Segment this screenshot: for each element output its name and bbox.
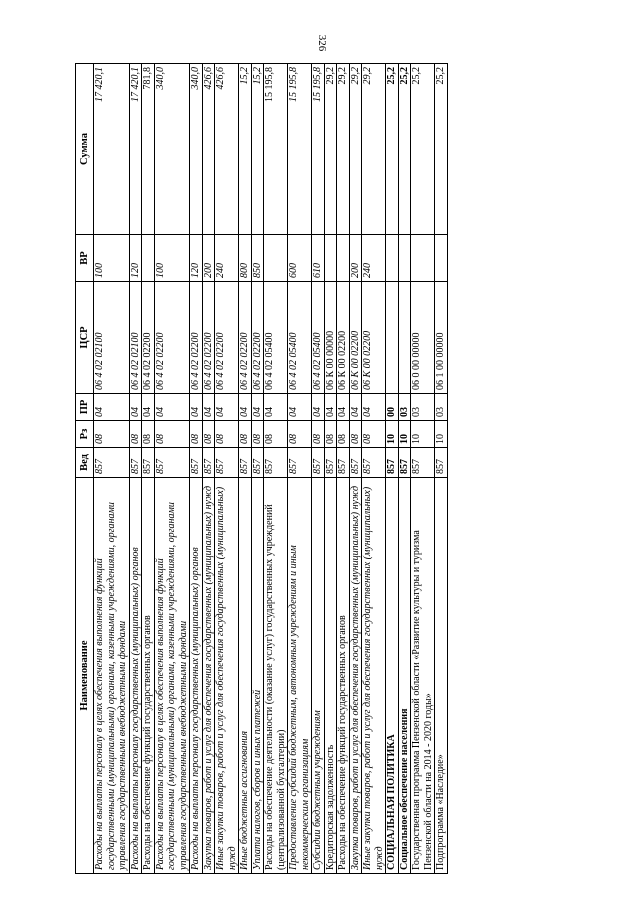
header-vr: ВР [76,235,94,282]
cell-vr: 240 [215,235,239,282]
cell-pr: 04 [264,394,288,421]
header-sum: Сумма [76,64,94,235]
cell-sum: 426,6 [202,64,215,235]
cell-csr [398,282,411,394]
table-row [411,64,435,874]
cell-ved: 857 [312,448,325,478]
cell-name: Иные закупки товаров, работ и услуг для обеспечения государственных (муниципальных) нужд [215,478,239,874]
table-row [288,64,312,874]
cell-csr: 06 4 02 02200 [190,282,203,394]
cell-sum: 340,0 [190,64,203,235]
cell-vr [411,235,435,282]
cell-sum: 15 195,8 [288,64,312,235]
table-row [239,64,252,874]
table-row [154,64,190,874]
cell-name: Закупка товаров, работ и услуг для обеспечения государственных (муниципальных) нужд [202,478,215,874]
cell-ved: 857 [142,448,155,478]
cell-csr: 06 4 02 05400 [288,282,312,394]
cell-vr [142,235,155,282]
cell-ved: 857 [94,448,130,478]
cell-pr: 04 [154,394,190,421]
cell-vr [324,235,337,282]
cell-csr: 06 К 00 00000 [324,282,337,394]
cell-pr: 04 [129,394,142,421]
cell-ved: 857 [386,448,399,478]
cell-ved: 857 [264,448,288,478]
cell-sum: 17 420,1 [129,64,142,235]
cell-sum: 25,2 [411,64,435,235]
cell-sum: 29,2 [337,64,350,235]
cell-ved: 857 [435,448,448,478]
cell-rz: 08 [154,421,190,448]
cell-ved: 857 [215,448,239,478]
table-row [312,64,325,874]
cell-vr: 200 [202,235,215,282]
cell-pr: 04 [215,394,239,421]
cell-csr: 06 4 02 05400 [312,282,325,394]
cell-sum: 781,8 [142,64,155,235]
cell-vr: 100 [94,235,130,282]
cell-name: Расходы на выплаты персоналу в целях обеспечения выполнения функций государственными (муниципальными) органами, казенными учреждениями, органами управления государственными внебюджетными фондами [154,478,190,874]
cell-ved: 857 [190,448,203,478]
cell-pr: 04 [202,394,215,421]
cell-csr: 06 4 02 05400 [264,282,288,394]
header-csr: ЦСР [76,282,94,394]
cell-csr: 06 4 02 02200 [215,282,239,394]
cell-sum: 29,2 [362,64,386,235]
cell-name: Субсидии бюджетным учреждениям [312,478,325,874]
cell-sum: 25,2 [386,64,399,235]
cell-name: Расходы на выплаты персоналу государственных (муниципальных) органов [129,478,142,874]
cell-pr: 03 [411,394,435,421]
cell-sum: 29,2 [349,64,362,235]
cell-vr: 100 [154,235,190,282]
page-number: 326 [316,34,328,52]
table-row [190,64,203,874]
cell-sum: 426,6 [215,64,239,235]
cell-pr: 04 [324,394,337,421]
cell-rz: 08 [190,421,203,448]
table-row [202,64,215,874]
cell-pr: 04 [142,394,155,421]
cell-pr: 04 [239,394,252,421]
header-row [76,64,94,874]
cell-pr: 04 [251,394,264,421]
cell-pr: 00 [386,394,399,421]
cell-vr: 610 [312,235,325,282]
cell-csr: 06 4 02 02200 [154,282,190,394]
header-pr: ПР [76,394,94,421]
cell-ved: 857 [349,448,362,478]
cell-rz: 08 [202,421,215,448]
cell-csr: 06 К 00 02200 [337,282,350,394]
cell-rz: 08 [129,421,142,448]
cell-ved: 857 [129,448,142,478]
table-body [94,64,448,874]
cell-ved: 857 [288,448,312,478]
cell-rz: 08 [251,421,264,448]
cell-vr: 850 [251,235,264,282]
cell-csr: 06 4 02 02200 [251,282,264,394]
cell-pr: 03 [398,394,411,421]
cell-rz: 10 [435,421,448,448]
table-row [129,64,142,874]
cell-name: Расходы на выплаты персоналу в целях обеспечения выполнения функций государственными (муниципальными) органами, казенными учреждениями, органами управления государственными внебюджетными фондами [94,478,130,874]
cell-sum: 25,2 [398,64,411,235]
cell-name: Расходы на обеспечение функций государственных органов [142,478,155,874]
cell-name: Расходы на обеспечение функций государственных органов [337,478,350,874]
cell-ved: 857 [398,448,411,478]
cell-sum: 15 195,8 [312,64,325,235]
cell-pr: 04 [362,394,386,421]
table-row [142,64,155,874]
cell-name: Расходы на выплаты персоналу государственных (муниципальных) органов [190,478,203,874]
cell-rz: 10 [398,421,411,448]
cell-pr: 04 [190,394,203,421]
table-row [349,64,362,874]
table-row [215,64,239,874]
cell-name: Уплата налогов, сборов и иных платежей [251,478,264,874]
cell-ved: 857 [251,448,264,478]
cell-pr: 04 [349,394,362,421]
cell-pr: 03 [435,394,448,421]
cell-name: Кредиторская задолженность [324,478,337,874]
cell-csr: 06 4 02 02200 [142,282,155,394]
table-row [337,64,350,874]
rotated-table-wrapper [75,64,570,874]
cell-ved: 857 [362,448,386,478]
cell-vr [264,235,288,282]
cell-sum: 15,2 [239,64,252,235]
cell-csr: 06 4 02 02200 [202,282,215,394]
cell-pr: 04 [312,394,325,421]
table-row [386,64,399,874]
cell-rz: 08 [215,421,239,448]
cell-ved: 857 [239,448,252,478]
cell-vr: 600 [288,235,312,282]
cell-rz: 08 [312,421,325,448]
cell-rz: 10 [411,421,435,448]
table-row [362,64,386,874]
cell-ved: 857 [411,448,435,478]
cell-rz: 08 [264,421,288,448]
cell-csr: 06 1 00 00000 [435,282,448,394]
header-rz: Рз [76,421,94,448]
cell-csr: 06 К 00 02200 [349,282,362,394]
cell-name: Расходы на обеспечение деятельности (оказание услуг) государственных учреждений (централизованной бухгалтерии) [264,478,288,874]
cell-csr: 06 0 00 00000 [411,282,435,394]
table-row [435,64,448,874]
cell-vr [398,235,411,282]
cell-sum: 15,2 [251,64,264,235]
cell-rz: 08 [239,421,252,448]
cell-rz: 08 [288,421,312,448]
cell-sum: 17 420,1 [94,64,130,235]
cell-name: СОЦИАЛЬНАЯ ПОЛИТИКА [386,478,399,874]
cell-sum: 29,2 [324,64,337,235]
cell-vr: 120 [190,235,203,282]
cell-ved: 857 [324,448,337,478]
cell-rz: 08 [142,421,155,448]
cell-csr: 06 4 02 02200 [239,282,252,394]
cell-name: Иные закупки товаров, работ и услуг для обеспечения государственных (муниципальных) нужд [362,478,386,874]
cell-vr: 200 [349,235,362,282]
cell-csr: 06 К 00 02200 [362,282,386,394]
table-row [251,64,264,874]
cell-vr: 120 [129,235,142,282]
table-row [324,64,337,874]
cell-sum: 25,2 [435,64,448,235]
cell-name: Закупка товаров, работ и услуг для обеспечения государственных (муниципальных) нужд [349,478,362,874]
cell-sum: 340,0 [154,64,190,235]
cell-csr: 06 4 02 02100 [94,282,130,394]
cell-ved: 857 [154,448,190,478]
cell-name: Государственная программа Пензенской области «Развитие культуры и туризма Пензенской области на 2014 - 2020 годы» [411,478,435,874]
header-name: Наименование [76,478,94,874]
table-row [94,64,130,874]
cell-vr: 240 [362,235,386,282]
cell-pr: 04 [288,394,312,421]
cell-vr [337,235,350,282]
table-row [264,64,288,874]
cell-rz: 10 [386,421,399,448]
cell-pr: 04 [337,394,350,421]
table-row [398,64,411,874]
cell-ved: 857 [337,448,350,478]
cell-pr: 04 [94,394,130,421]
cell-vr [435,235,448,282]
cell-rz: 08 [94,421,130,448]
cell-sum: 15 195,8 [264,64,288,235]
cell-rz: 08 [337,421,350,448]
cell-name: Иные бюджетные ассигнования [239,478,252,874]
cell-ved: 857 [202,448,215,478]
cell-vr [386,235,399,282]
cell-name: Социальное обеспечение населения [398,478,411,874]
cell-name: Подпрограмма «Наследие» [435,478,448,874]
cell-csr [386,282,399,394]
cell-csr: 06 4 02 02100 [129,282,142,394]
cell-rz: 08 [349,421,362,448]
cell-vr: 800 [239,235,252,282]
budget-table [75,63,448,874]
header-ved: Вед [76,448,94,478]
cell-rz: 08 [324,421,337,448]
cell-name: Предоставление субсидий бюджетным, автономным учреждениям и иным некоммерческим организациям [288,478,312,874]
cell-rz: 08 [362,421,386,448]
